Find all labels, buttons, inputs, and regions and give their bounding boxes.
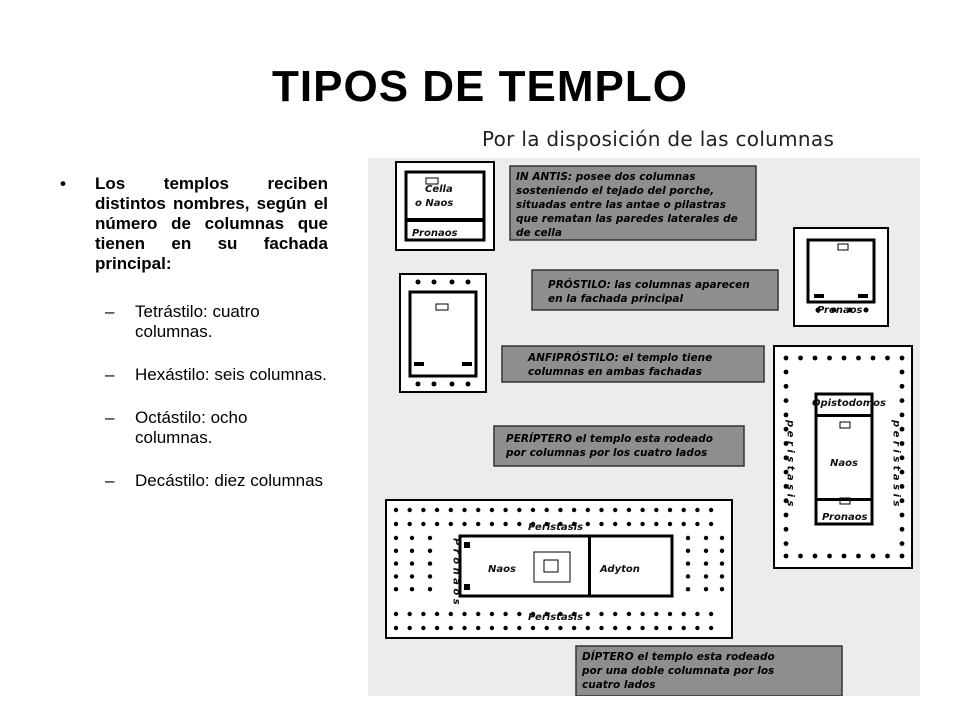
column-dot — [449, 612, 453, 616]
column-dot — [599, 612, 603, 616]
column-dot — [410, 561, 414, 565]
sub-bullet-text: Decástilo: diez columnas — [135, 471, 324, 490]
diptero-note — [576, 646, 842, 696]
peristasis-label: Peristasis — [528, 522, 584, 533]
column-dot — [408, 626, 412, 630]
sub-bullet-item — [60, 302, 328, 342]
temple-plans-figure — [368, 158, 920, 696]
periptero-plan — [774, 346, 912, 568]
pronaos-label: Pronaos — [412, 228, 458, 239]
column-dot — [900, 554, 905, 559]
main-bullet-text: Los templos reciben distintos nombres, según el número de columnas que tienen en su fachada principal: — [95, 174, 328, 273]
anfiprostilo-note-line: columnas en ambas fachadas — [528, 366, 702, 378]
in-antis-plan — [396, 162, 494, 250]
column-dot — [421, 626, 425, 630]
column-dot — [476, 522, 480, 526]
column-dot — [394, 549, 398, 553]
column-dot — [394, 587, 398, 591]
column-dot — [900, 398, 905, 403]
column-dot — [410, 587, 414, 591]
column-dot — [558, 508, 562, 512]
column-dot — [586, 508, 590, 512]
column-dot — [654, 508, 658, 512]
column-dot — [517, 612, 521, 616]
column-dot — [394, 561, 398, 565]
column-dot — [686, 587, 690, 591]
column-dot — [449, 508, 453, 512]
column-dot — [421, 612, 425, 616]
column-dot — [435, 508, 439, 512]
o-naos-label: o Naos — [415, 198, 454, 209]
column-dot — [517, 508, 521, 512]
column-dot — [709, 626, 713, 630]
column-dot — [490, 612, 494, 616]
column-dot — [686, 549, 690, 553]
column-dot — [586, 522, 590, 526]
column-dot — [784, 384, 789, 389]
column-dot — [900, 356, 905, 361]
peristasis-vertical-label: p e r i s t a s i s — [890, 420, 902, 507]
dash-icon: – — [105, 365, 115, 384]
periptero-note-line: PERÍPTERO el templo esta rodeado — [506, 433, 713, 445]
column-dot — [613, 508, 617, 512]
column-dot — [572, 508, 576, 512]
column-dot — [871, 356, 876, 361]
column-dot — [517, 522, 521, 526]
column-dot — [421, 508, 425, 512]
sub-bullet-item — [60, 408, 328, 448]
column-dot — [599, 626, 603, 630]
diptero-note-line: DÍPTERO el templo esta rodeado — [582, 651, 775, 663]
column-dot — [784, 370, 789, 375]
column-dot — [517, 626, 521, 630]
column-dot — [408, 612, 412, 616]
column-dot — [900, 413, 905, 418]
anfiprostilo-plan — [400, 274, 486, 392]
in-antis-note-line: IN ANTIS: posee dos columnas — [516, 171, 696, 183]
column-dot — [900, 370, 905, 375]
column-dot — [613, 612, 617, 616]
column-dot — [686, 574, 690, 578]
column-dot — [682, 522, 686, 526]
column-dot — [827, 356, 832, 361]
column-dot — [503, 522, 507, 526]
column-dot — [704, 561, 708, 565]
column-dot — [856, 356, 861, 361]
column-dot — [682, 626, 686, 630]
column-dot — [784, 513, 789, 518]
column-dot — [720, 574, 724, 578]
column-dot — [394, 508, 398, 512]
column-dot — [668, 508, 672, 512]
column-dot — [885, 356, 890, 361]
column-dot — [654, 626, 658, 630]
column-dot — [410, 536, 414, 540]
column-dot — [428, 574, 432, 578]
column-dot — [784, 527, 789, 532]
column-dot — [462, 612, 466, 616]
column-dot — [462, 508, 466, 512]
column-dot — [476, 612, 480, 616]
column-dot — [784, 541, 789, 546]
column-dot — [490, 522, 494, 526]
column-dot — [682, 508, 686, 512]
column-dot — [842, 554, 847, 559]
column-dot — [435, 626, 439, 630]
column-dot — [695, 612, 699, 616]
column-dot — [394, 574, 398, 578]
column-dot — [695, 626, 699, 630]
column-dot — [720, 587, 724, 591]
column-dot — [421, 522, 425, 526]
anfiprostilo-note — [502, 346, 764, 382]
prostilo-note — [532, 270, 778, 310]
column-dot — [640, 626, 644, 630]
column-dot — [599, 508, 603, 512]
column-dot — [784, 356, 789, 361]
column-dot — [572, 626, 576, 630]
column-dot — [720, 561, 724, 565]
sub-bullet-list — [60, 302, 328, 491]
column-dot — [503, 626, 507, 630]
column-dot — [503, 508, 507, 512]
column-dot — [813, 356, 818, 361]
column-dot — [709, 522, 713, 526]
column-dot — [704, 536, 708, 540]
in-antis-note — [510, 166, 756, 240]
column-dot — [640, 522, 644, 526]
column-dot — [545, 508, 549, 512]
column-dot — [599, 522, 603, 526]
column-dot — [558, 626, 562, 630]
column-dot — [394, 536, 398, 540]
column-dot — [627, 626, 631, 630]
periptero-note-line: por columnas por los cuatro lados — [506, 447, 708, 459]
diptero-note-line: por una doble columnata por los — [582, 665, 775, 677]
naos-label: Naos — [488, 564, 516, 575]
dash-icon: – — [105, 471, 115, 490]
bullet-dot-icon: • — [60, 174, 66, 193]
periptero-note — [494, 426, 744, 466]
column-dot — [394, 522, 398, 526]
naos-label: Naos — [830, 458, 858, 469]
pronaos-label: Pronaos — [817, 305, 863, 316]
column-dot — [531, 508, 535, 512]
slide-subtitle: Por la disposición de las columnas — [482, 127, 835, 151]
column-dot — [627, 612, 631, 616]
sub-bullet-item — [60, 365, 328, 385]
column-dot — [613, 626, 617, 630]
cella-label: Cella — [425, 184, 453, 195]
column-dot — [704, 549, 708, 553]
column-dot — [686, 536, 690, 540]
column-dot — [885, 554, 890, 559]
column-dot — [900, 541, 905, 546]
column-dot — [668, 612, 672, 616]
column-dot — [428, 561, 432, 565]
column-dot — [856, 554, 861, 559]
diptero-note-line: cuatro lados — [582, 679, 656, 691]
slide-title: TIPOS DE TEMPLO — [272, 62, 688, 111]
pronaos-vertical-label: P r o n a o s — [450, 538, 462, 605]
column-dot — [462, 626, 466, 630]
prostilo-note-line: en la fachada principal — [548, 293, 684, 305]
bullet-list — [60, 174, 328, 514]
column-dot — [704, 574, 708, 578]
column-dot — [900, 513, 905, 518]
column-dot — [627, 508, 631, 512]
column-dot — [709, 612, 713, 616]
sub-bullet-item — [60, 471, 328, 491]
column-dot — [586, 626, 590, 630]
in-antis-note-line: que rematan las paredes laterales de — [516, 213, 738, 225]
column-dot — [682, 612, 686, 616]
column-dot — [798, 356, 803, 361]
column-dot — [531, 626, 535, 630]
column-dot — [449, 626, 453, 630]
column-dot — [613, 522, 617, 526]
column-dot — [686, 561, 690, 565]
column-dot — [410, 549, 414, 553]
in-antis-note-line: sosteniendo el tejado del porche, — [516, 185, 715, 197]
adyton-label: Adyton — [600, 564, 640, 575]
column-dot — [476, 626, 480, 630]
sub-bullet-text: Tetrástilo: cuatro columnas. — [135, 302, 260, 341]
column-dot — [503, 612, 507, 616]
peristasis-vertical-label: p e r i s t a s i s — [784, 420, 796, 507]
column-dot — [627, 522, 631, 526]
column-dot — [410, 574, 414, 578]
column-dot — [871, 554, 876, 559]
column-dot — [798, 554, 803, 559]
dash-icon: – — [105, 302, 115, 321]
column-dot — [394, 626, 398, 630]
column-dot — [900, 384, 905, 389]
column-dot — [709, 508, 713, 512]
opistodomos-label: Opistodomos — [812, 398, 886, 409]
column-dot — [394, 612, 398, 616]
main-bullet — [60, 174, 328, 274]
column-dot — [720, 549, 724, 553]
column-dot — [720, 536, 724, 540]
column-dot — [827, 554, 832, 559]
prostilo-plan — [794, 228, 888, 326]
column-dot — [428, 549, 432, 553]
column-dot — [784, 398, 789, 403]
column-dot — [545, 626, 549, 630]
column-dot — [654, 522, 658, 526]
in-antis-note-line: de cella — [516, 227, 562, 239]
column-dot — [490, 626, 494, 630]
column-dot — [435, 612, 439, 616]
column-dot — [640, 508, 644, 512]
pronaos-label: Pronaos — [822, 512, 868, 523]
column-dot — [428, 536, 432, 540]
column-dot — [668, 522, 672, 526]
peristasis-label: Peristasis — [528, 612, 584, 623]
column-dot — [428, 587, 432, 591]
column-dot — [408, 508, 412, 512]
column-dot — [784, 554, 789, 559]
column-dot — [408, 522, 412, 526]
sub-bullet-text: Octástilo: ocho columnas. — [135, 408, 248, 447]
column-dot — [784, 413, 789, 418]
column-dot — [462, 522, 466, 526]
sub-bullet-text: Hexástilo: seis columnas. — [135, 365, 327, 384]
anfiprostilo-note-line: ANFIPRÓSTILO: el templo tiene — [528, 352, 713, 364]
dash-icon: – — [105, 408, 115, 427]
column-dot — [695, 522, 699, 526]
column-dot — [842, 356, 847, 361]
column-dot — [654, 612, 658, 616]
column-dot — [813, 554, 818, 559]
column-dot — [449, 522, 453, 526]
column-dot — [476, 508, 480, 512]
column-dot — [490, 508, 494, 512]
column-dot — [695, 508, 699, 512]
column-dot — [586, 612, 590, 616]
column-dot — [435, 522, 439, 526]
prostilo-note-line: PRÓSTILO: las columnas aparecen — [548, 279, 750, 291]
column-dot — [668, 626, 672, 630]
column-dot — [640, 612, 644, 616]
column-dot — [704, 587, 708, 591]
column-dot — [900, 527, 905, 532]
diptero-plan — [386, 500, 732, 638]
in-antis-note-line: situadas entre las antae o pilastras — [516, 199, 726, 211]
